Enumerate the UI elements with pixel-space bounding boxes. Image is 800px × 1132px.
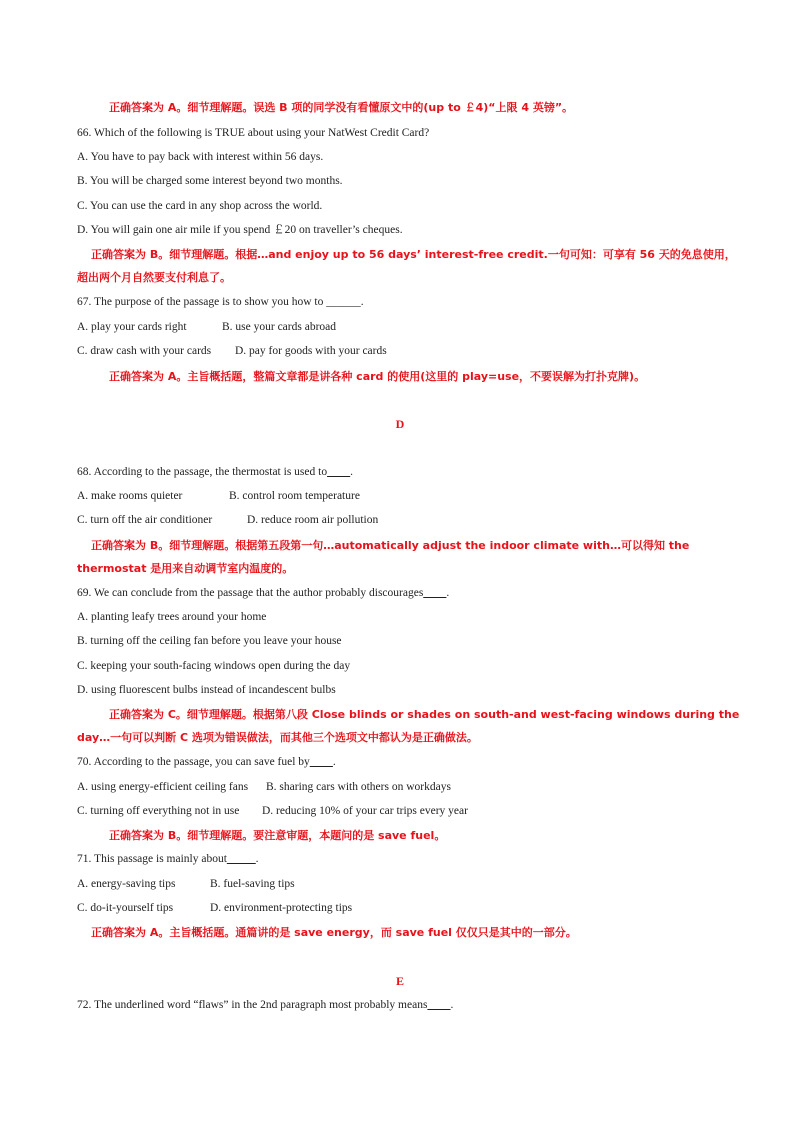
answer-70: 正确答案为 B。细节理解题。要注意审题，本题问的是 save fuel。 — [109, 829, 446, 842]
q70-option-c: C. turning off everything not in use — [77, 805, 240, 817]
q68-end: . — [350, 466, 353, 478]
q71-blank: _____ — [226, 853, 256, 865]
q68-option-b: B. control room temperature — [229, 490, 360, 502]
q68-option-d: D. reduce room air pollution — [247, 514, 379, 526]
q67-options-ab — [77, 320, 740, 334]
q66-option-b: B. You will be charged some interest beyond two months. — [77, 175, 343, 187]
section-heading-e: E — [395, 974, 404, 988]
question-66: 66. Which of the following is TRUE about using your NatWest Credit Card? — [77, 127, 430, 139]
question-68 — [77, 465, 740, 479]
answer-71: 正确答案为 A。主旨概括题。通篇讲的是 save energy，而 save fuel 仅仅只是其中的一部分。 — [91, 926, 577, 939]
q72-end: . — [450, 999, 454, 1011]
q69-option-b: B. turning off the ceiling fan before you leave your house — [77, 635, 342, 647]
q66-option-c: C. You can use the card in any shop across the world. — [77, 200, 323, 212]
q67-option-d: D. pay for goods with your cards — [235, 345, 387, 357]
answer-69: 正确答案为 C。细节理解题。根据第八段 Close blinds or shades on south-and west-facing windows during the day…一句可以判断 C 选项为错误做法，而其他三个选项文中都认为是正确做法。 — [77, 708, 740, 744]
q66-option-d: D. You will gain one air mile if you spend ￡20 on traveller’s cheques. — [77, 224, 403, 236]
q71-option-c: C. do-it-yourself tips — [77, 902, 174, 914]
section-heading-d: D — [395, 417, 405, 431]
q71-options-cd — [77, 901, 740, 915]
q67-option-a: A. play your cards right — [77, 321, 187, 333]
q68-stem: 68. According to the passage, the thermostat is used to — [77, 466, 328, 478]
q69-blank: ____ — [423, 587, 447, 599]
q67-option-c: C. draw cash with your cards — [77, 345, 212, 357]
q70-end: . — [332, 756, 336, 768]
q71-option-a: A. energy-saving tips — [77, 878, 176, 890]
q68-options-cd — [77, 513, 740, 527]
q68-options-ab — [77, 489, 740, 503]
question-69 — [77, 586, 740, 600]
question-70 — [77, 755, 740, 769]
answer-65: 正确答案为 A。细节理解题。误选 B 项的同学没有看懂原文中的(up to ￡4)“上限 4 英镑”。 — [109, 101, 574, 114]
q69-stem: 69. We can conclude from the passage that the author probably discourages — [77, 587, 424, 599]
q72-blank: ____ — [427, 999, 451, 1011]
answer-66: 正确答案为 B。细节理解题。根据…and enjoy up to 56 days’ interest-free credit.一句可知：可享有 56 天的免息使用，超出两个月自然要支付利息了。 — [77, 248, 736, 284]
q66-option-a: A. You have to pay back with interest within 56 days. — [77, 151, 324, 163]
q67-options-cd — [77, 344, 740, 358]
q68-blank: ____ — [327, 466, 351, 478]
q70-options-ab — [77, 780, 740, 794]
question-72 — [77, 998, 740, 1012]
q71-stem: 71. This passage is mainly about — [77, 853, 227, 865]
q70-stem: 70. According to the passage, you can save fuel by — [77, 756, 310, 768]
q70-option-a: A. using energy-efficient ceiling fans — [77, 781, 249, 793]
q70-option-b: B. sharing cars with others on workdays — [266, 781, 451, 793]
q70-options-cd — [77, 804, 740, 818]
q72-stem: 72. The underlined word “flaws” in the 2nd paragraph most probably means — [77, 999, 428, 1011]
answer-68: 正确答案为 B。细节理解题。根据第五段第一句…automatically adjust the indoor climate with…可以得知 the thermostat 是用来自动调节室内温度的。 — [77, 539, 690, 575]
q69-option-a: A. planting leafy trees around your home — [77, 611, 267, 623]
q71-option-d: D. environment-protecting tips — [210, 902, 353, 914]
answer-67: 正确答案为 A。主旨概括题，整篇文章都是讲各种 card 的使用(这里的 play=use，不要误解为打扑克牌)。 — [109, 370, 646, 383]
q71-options-ab — [77, 877, 740, 891]
q70-blank: ____ — [309, 756, 333, 768]
q68-option-c: C. turn off the air conditioner — [77, 514, 213, 526]
q67-option-b: B. use your cards abroad — [222, 321, 337, 333]
q69-end: . — [446, 587, 450, 599]
question-71 — [77, 852, 740, 866]
q71-end: . — [255, 853, 259, 865]
question-67: 67. The purpose of the passage is to show you how to ______. — [77, 296, 364, 308]
q69-option-c: C. keeping your south-facing windows open during the day — [77, 660, 351, 672]
q68-option-a: A. make rooms quieter — [77, 490, 183, 502]
q70-option-d: D. reducing 10% of your car trips every year — [262, 805, 468, 817]
q71-option-b: B. fuel-saving tips — [210, 878, 295, 890]
q69-option-d: D. using fluorescent bulbs instead of incandescent bulbs — [77, 684, 336, 696]
